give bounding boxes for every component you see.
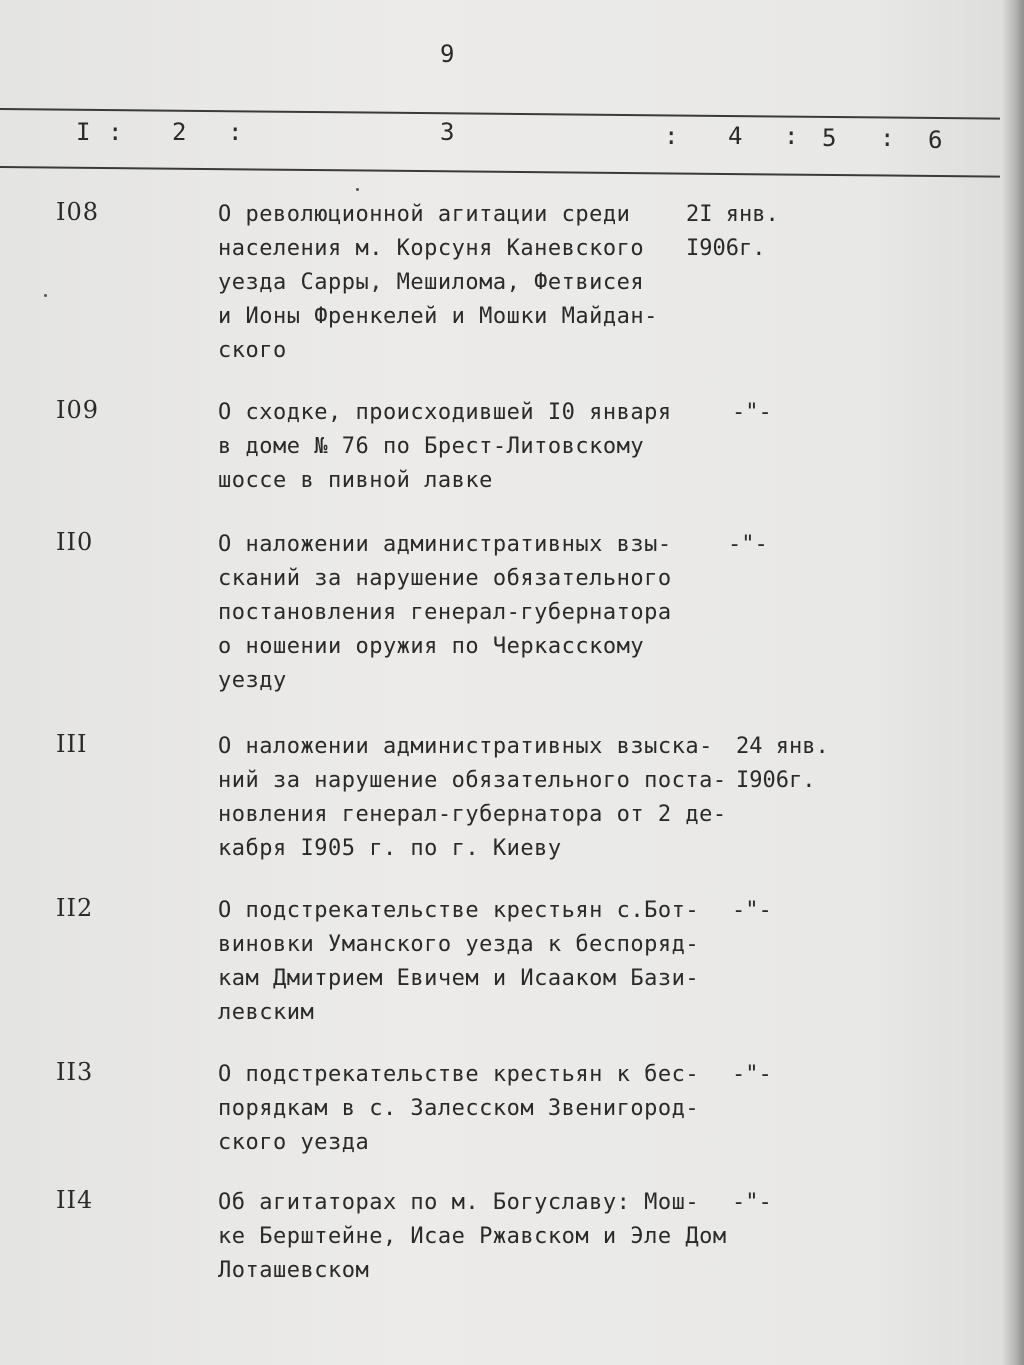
date-line: -"-	[732, 1062, 772, 1087]
entry-title	[218, 894, 699, 1030]
header-top-rule	[0, 108, 1000, 120]
title-line: левским	[218, 1000, 315, 1025]
paper-speck	[44, 294, 47, 297]
entry-number: II4	[56, 1186, 94, 1214]
column-separator: :	[880, 124, 895, 152]
title-line: О подстрекательстве крестьян к бес-	[218, 1062, 700, 1087]
title-line: сканий за нарушение обязательного	[218, 566, 672, 591]
column-separator: :	[108, 118, 123, 146]
title-line: О наложении административных взыска-	[218, 734, 713, 759]
title-line: ке Берштейне, Исае Ржавском и Эле Дом	[218, 1224, 727, 1249]
header-bottom-rule	[0, 166, 1000, 178]
title-line: новления генерал-губернатора от 2 де-	[218, 802, 727, 827]
title-line: уезда Сарры, Мешилома, Фетвисея	[218, 270, 645, 295]
column-separator: :	[228, 118, 243, 146]
entry-number: III	[56, 730, 88, 758]
title-line: О сходке, происходившей I0 января	[218, 400, 672, 425]
title-line: О наложении административных взы-	[218, 532, 672, 557]
date-line: -"-	[732, 400, 772, 425]
column-heading-5: 5	[822, 124, 837, 152]
page-edge-shadow	[1002, 0, 1024, 1365]
entry-title	[218, 198, 658, 368]
title-line: шоссе в пивной лавке	[218, 468, 493, 493]
column-heading-3: 3	[440, 118, 455, 146]
entry-date	[732, 894, 772, 928]
date-line: I906г.	[686, 236, 766, 261]
title-line: кам Дмитрием Евичем и Исааком Бази-	[218, 966, 700, 991]
title-line: ний за нарушение обязательного поста-	[218, 768, 727, 793]
entry-date	[736, 730, 829, 798]
column-separator: :	[664, 122, 679, 150]
title-line: кабря I905 г. по г. Киеву	[218, 836, 562, 861]
paper-speck	[356, 188, 359, 191]
entry-title	[218, 1186, 727, 1288]
title-line: Лоташевском	[218, 1258, 370, 1283]
page-number: 9	[440, 40, 455, 68]
column-heading-4: 4	[728, 122, 743, 150]
title-line: о ношении оружия по Черкасскому	[218, 634, 645, 659]
entry-title	[218, 528, 672, 698]
entry-number: I09	[56, 396, 100, 424]
title-line: порядкам в с. Залесском Звенигород-	[218, 1096, 700, 1121]
entry-date	[728, 528, 768, 562]
title-line: постановления генерал-губернатора	[218, 600, 672, 625]
date-line: -"-	[732, 1190, 772, 1215]
entry-number: II0	[56, 528, 94, 556]
title-line: и Ионы Френкелей и Мошки Майдан-	[218, 304, 658, 329]
entry-date	[732, 1186, 772, 1220]
title-line: О революционной агитации среди	[218, 202, 631, 227]
date-line: I906г.	[736, 768, 816, 793]
entry-date	[686, 198, 779, 266]
column-separator: :	[784, 122, 799, 150]
column-heading-1: I	[76, 118, 91, 146]
entry-date	[732, 1058, 772, 1092]
title-line: виновки Уманского уезда к беспоряд-	[218, 932, 700, 957]
entry-title	[218, 396, 672, 498]
date-line: -"-	[732, 898, 772, 923]
entry-number: II3	[56, 1058, 94, 1086]
date-line: 2I янв.	[686, 202, 779, 227]
column-heading-6: 6	[928, 126, 943, 154]
entry-title	[218, 730, 727, 866]
entry-date	[732, 396, 772, 430]
entry-number: I08	[56, 198, 100, 226]
title-line: ского уезда	[218, 1130, 370, 1155]
title-line: в доме № 76 по Брест-Литовскому	[218, 434, 645, 459]
date-line: 24 янв.	[736, 734, 829, 759]
title-line: ского	[218, 338, 287, 363]
title-line: населения м. Корсуня Каневского	[218, 236, 645, 261]
entry-title	[218, 1058, 699, 1160]
date-line: -"-	[728, 532, 768, 557]
title-line: О подстрекательстве крестьян с.Бот-	[218, 898, 700, 923]
title-line: уезду	[218, 668, 287, 693]
entry-number: II2	[56, 894, 94, 922]
column-heading-2: 2	[172, 118, 187, 146]
title-line: Об агитаторах по м. Богуславу: Мош-	[218, 1190, 700, 1215]
